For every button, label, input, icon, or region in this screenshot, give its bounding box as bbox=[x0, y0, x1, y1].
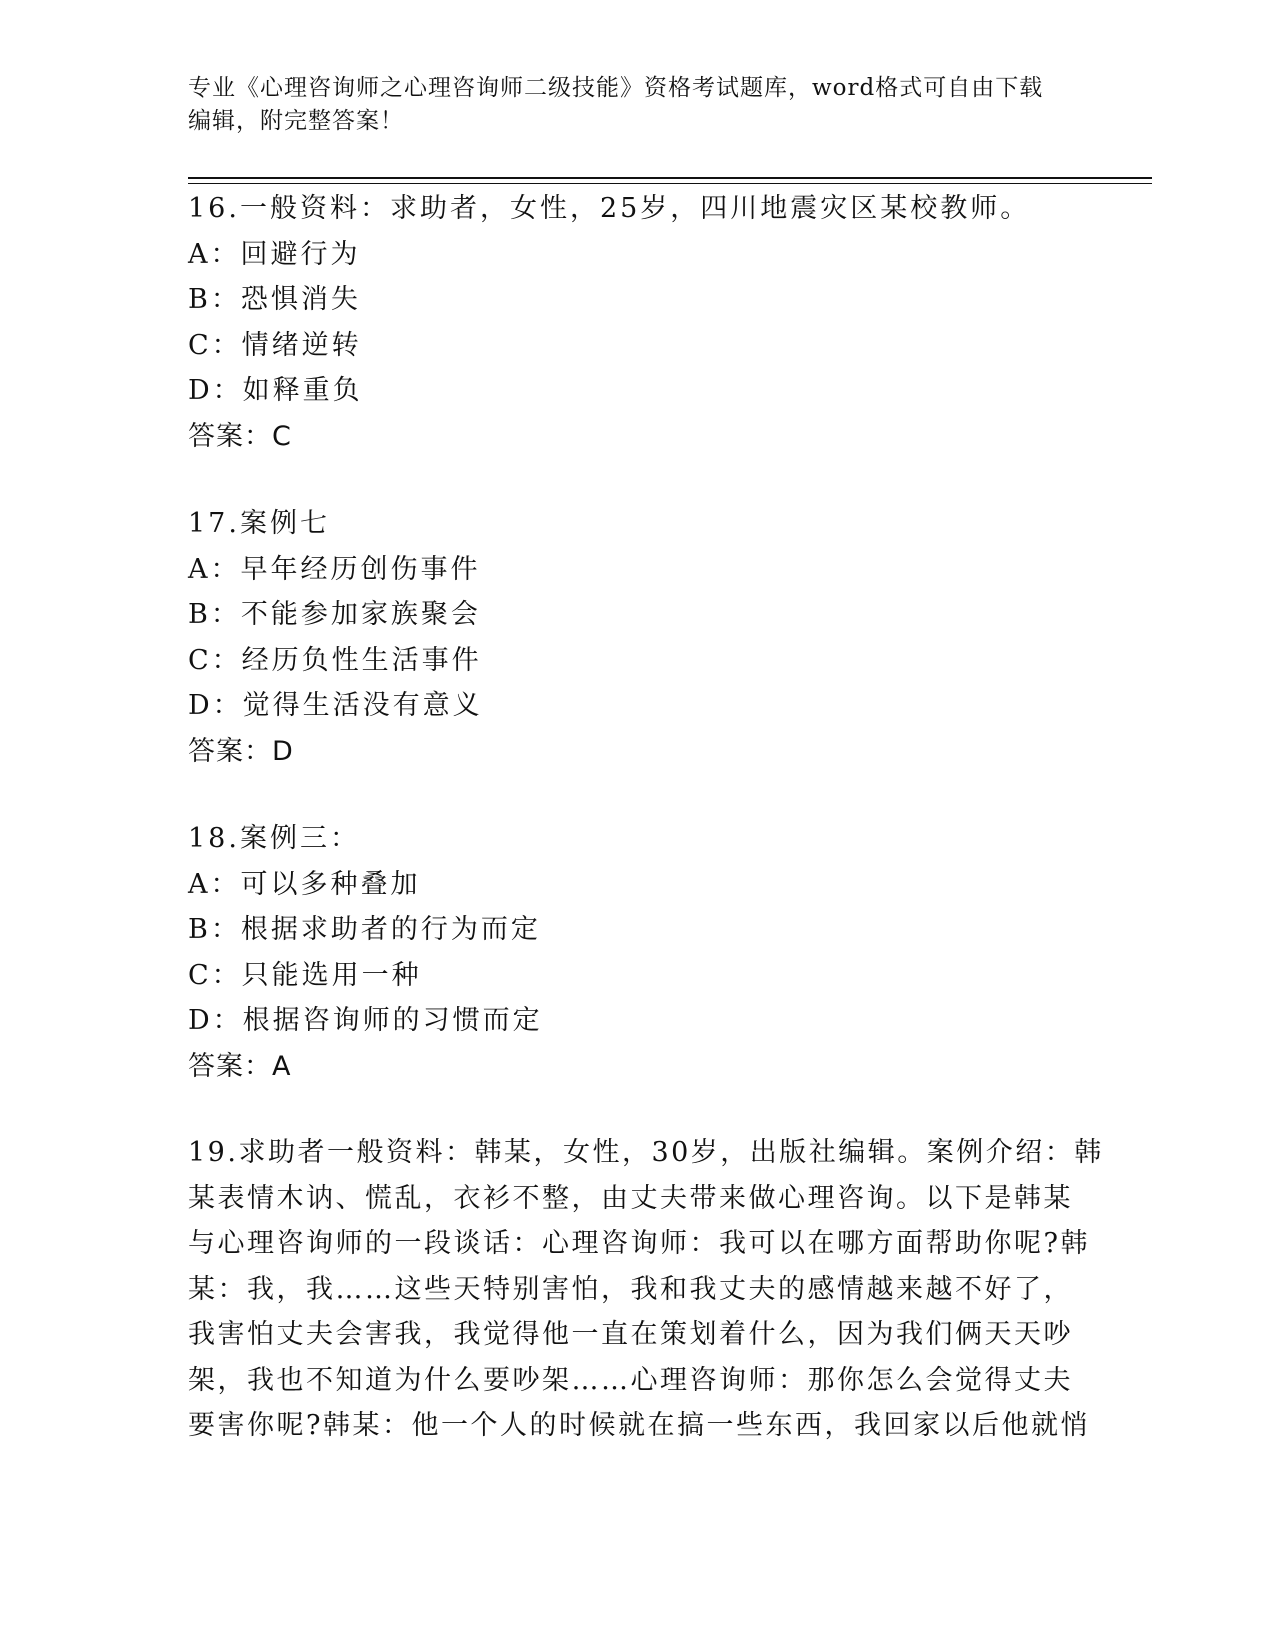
option-a: A：回避行为 bbox=[188, 238, 361, 270]
answer-label: 答案：A bbox=[188, 1050, 292, 1082]
question-16 bbox=[188, 186, 1088, 459]
question-19-line: 某表情木讷、慌乱，衣衫不整，由丈夫带来做心理咨询。以下是韩某 bbox=[188, 1182, 1073, 1214]
answer-label: 答案：C bbox=[188, 420, 292, 452]
header-line-1: 专业《心理咨询师之心理咨询师二级技能》资格考试题库，word格式可自由下载 bbox=[188, 75, 1044, 101]
question-stem: 17.案例七 bbox=[188, 508, 330, 539]
option-b: B：根据求助者的行为而定 bbox=[188, 914, 541, 945]
document-header bbox=[188, 72, 1068, 138]
question-19-line: 架，我也不知道为什么要吵架……心理咨询师：那你怎么会觉得丈夫 bbox=[188, 1364, 1073, 1396]
option-d: D：如释重负 bbox=[188, 375, 363, 406]
option-d: D：根据咨询师的习惯而定 bbox=[188, 1005, 543, 1036]
question-17 bbox=[188, 501, 1088, 774]
option-b: B：恐惧消失 bbox=[188, 284, 361, 315]
header-divider-thin bbox=[188, 183, 1152, 184]
question-19-line: 要害你呢?韩某：他一个人的时候就在搞一些东西，我回家以后他就悄 bbox=[188, 1410, 1090, 1441]
option-c: C：经历负性生活事件 bbox=[188, 644, 482, 676]
question-18 bbox=[188, 816, 1088, 1089]
question-19-line: 与心理咨询师的一段谈话：心理咨询师：我可以在哪方面帮助你呢?韩 bbox=[188, 1228, 1090, 1259]
question-stem: 18.案例三： bbox=[188, 823, 360, 854]
question-19-line: 某：我，我……这些天特别害怕，我和我丈夫的感情越来越不好了， bbox=[188, 1273, 1073, 1305]
answer-label: 答案：D bbox=[188, 735, 294, 767]
question-19-line: 19.求助者一般资料：韩某，女性，30岁，出版社编辑。案例介绍：韩 bbox=[188, 1137, 1104, 1168]
header-divider-thick bbox=[188, 177, 1152, 179]
option-a: A：可以多种叠加 bbox=[188, 868, 421, 900]
option-c: C：只能选用一种 bbox=[188, 959, 422, 991]
option-c: C：情绪逆转 bbox=[188, 329, 362, 361]
option-a: A：早年经历创伤事件 bbox=[188, 553, 481, 585]
header-line-2: 编辑，附完整答案！ bbox=[188, 108, 404, 134]
option-b: B：不能参加家族聚会 bbox=[188, 599, 481, 630]
option-d: D：觉得生活没有意义 bbox=[188, 690, 483, 721]
question-19 bbox=[188, 1130, 1104, 1449]
question-19-line: 我害怕丈夫会害我，我觉得他一直在策划着什么，因为我们俩天天吵 bbox=[188, 1319, 1073, 1350]
question-stem: 16.一般资料：求助者，女性，25岁，四川地震灾区某校教师。 bbox=[188, 193, 1031, 224]
